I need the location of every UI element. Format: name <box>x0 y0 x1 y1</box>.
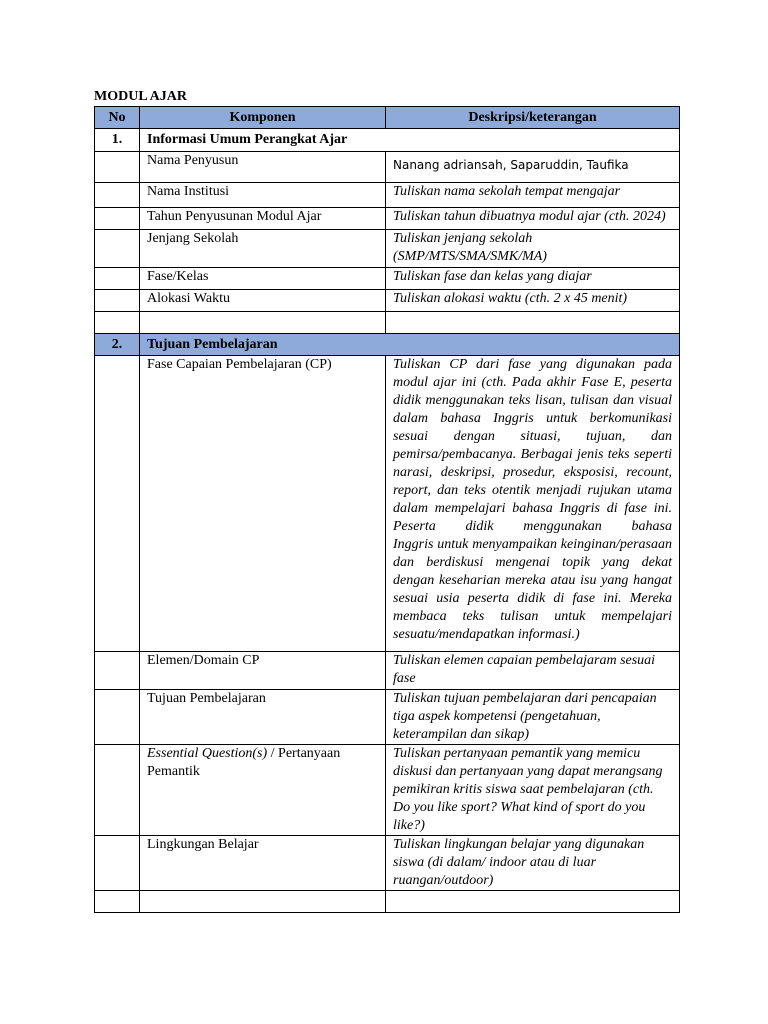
table-row <box>95 745 680 836</box>
deskripsi-cell: Tuliskan fase dan kelas yang diajar <box>386 268 680 290</box>
komponen-cell: Alokasi Waktu <box>140 290 386 312</box>
row-no-cell <box>95 152 140 183</box>
komponen-cell: Fase Capaian Pembelajaran (CP) <box>140 356 386 652</box>
header-komponen: Komponen <box>140 107 386 129</box>
row-no-cell <box>95 690 140 745</box>
document-title: MODUL AJAR <box>94 89 187 104</box>
table-row <box>95 208 680 230</box>
deskripsi-cell <box>386 356 680 652</box>
table-row <box>95 183 680 208</box>
row-no-cell <box>95 208 140 230</box>
row-no-cell <box>95 356 140 652</box>
empty-row <box>95 891 680 913</box>
row-no-cell <box>95 836 140 891</box>
table-row <box>95 356 680 652</box>
module-table <box>94 106 680 913</box>
row-no-cell <box>95 745 140 836</box>
deskripsi-cell: Nanang adriansah, Saparuddin, Taufika <box>386 152 680 183</box>
deskripsi-cell: Tuliskan lingkungan belajar yang digunakan siswa (di dalam/ indoor atau di luar ruangan/outdoor) <box>386 836 680 891</box>
section-2-title: Tujuan Pembelajaran <box>140 334 680 356</box>
row-no-cell <box>95 652 140 690</box>
deskripsi-cell: Tuliskan tujuan pembelajaran dari pencapaian tiga aspek kompetensi (pengetahuan, keterampilan dan sikap) <box>386 690 680 745</box>
cp-description-part-1: Tuliskan CP dari fase yang digunakan pada modul ajar ini (cth. Pada akhir Fase E, peserta didik menggunakan teks lisan, tulisan dan visual dalam bahasa Inggris untuk berkomunikasi sesuai dengan situasi, tujuan, dan pemirsa/pembacanya. Berbagai jenis teks seperti narasi, deskripsi, prosedur, eksposisi, recount, report, dan teks otentik menjadi rujukan utama dalam mempelajari bahasa Inggris di fase ini. Peserta didik menggunakan bahasa <box>393 357 672 534</box>
empty-row <box>95 312 680 334</box>
section-2-row <box>95 334 680 356</box>
deskripsi-cell: Tuliskan pertanyaan pemantik yang memicu diskusi dan pertanyaan yang dapat merangsang pemikiran kritis siswa saat pembelajaran (cth. Do you like sport? What kind of sport do you like?) <box>386 745 680 836</box>
row-no-cell <box>95 230 140 268</box>
row-no-cell <box>95 183 140 208</box>
section-1-number: 1. <box>95 129 140 152</box>
deskripsi-cell: Tuliskan jenjang sekolah (SMP/MTS/SMA/SMK/MA) <box>386 230 680 268</box>
section-1-title: Informasi Umum Perangkat Ajar <box>140 129 680 152</box>
deskripsi-cell: Tuliskan alokasi waktu (cth. 2 x 45 menit) <box>386 290 680 312</box>
komponen-cell: Lingkungan Belajar <box>140 836 386 891</box>
cp-description-part-2: Inggris untuk menyampaikan keinginan/perasaan dan berdiskusi mengenai topik yang dekat dengan keseharian mereka atau isu yang hangat sesuai usia peserta didik di fase ini. Mereka membaca teks tulisan untuk mempelajari sesuatu/mendapatkan informasi.) <box>393 537 672 642</box>
header-deskripsi: Deskripsi/keterangan <box>386 107 680 129</box>
table-row <box>95 268 680 290</box>
komponen-cell: Tujuan Pembelajaran <box>140 690 386 745</box>
deskripsi-cell: Tuliskan tahun dibuatnya modul ajar (cth. 2024) <box>386 208 680 230</box>
row-no-cell <box>95 268 140 290</box>
komponen-cell: Nama Penyusun <box>140 152 386 183</box>
header-row <box>95 107 680 129</box>
table-row <box>95 836 680 891</box>
komponen-cell: Jenjang Sekolah <box>140 230 386 268</box>
komponen-cell <box>140 745 386 836</box>
pertanyaan-pemantik-label: / Pertanyaan Pemantik <box>147 746 341 779</box>
table-row <box>95 230 680 268</box>
komponen-cell: Elemen/Domain CP <box>140 652 386 690</box>
table-row <box>95 152 680 183</box>
row-no-cell <box>95 290 140 312</box>
header-no: No <box>95 107 140 129</box>
komponen-cell: Fase/Kelas <box>140 268 386 290</box>
komponen-cell: Nama Institusi <box>140 183 386 208</box>
section-1-row <box>95 129 680 152</box>
essential-question-label: Essential Question(s) <box>147 746 268 761</box>
section-2-number: 2. <box>95 334 140 356</box>
table-row <box>95 652 680 690</box>
deskripsi-cell: Tuliskan elemen capaian pembelajaram sesuai fase <box>386 652 680 690</box>
table-row <box>95 290 680 312</box>
komponen-cell: Tahun Penyusunan Modul Ajar <box>140 208 386 230</box>
table-row <box>95 690 680 745</box>
deskripsi-cell: Tuliskan nama sekolah tempat mengajar <box>386 183 680 208</box>
